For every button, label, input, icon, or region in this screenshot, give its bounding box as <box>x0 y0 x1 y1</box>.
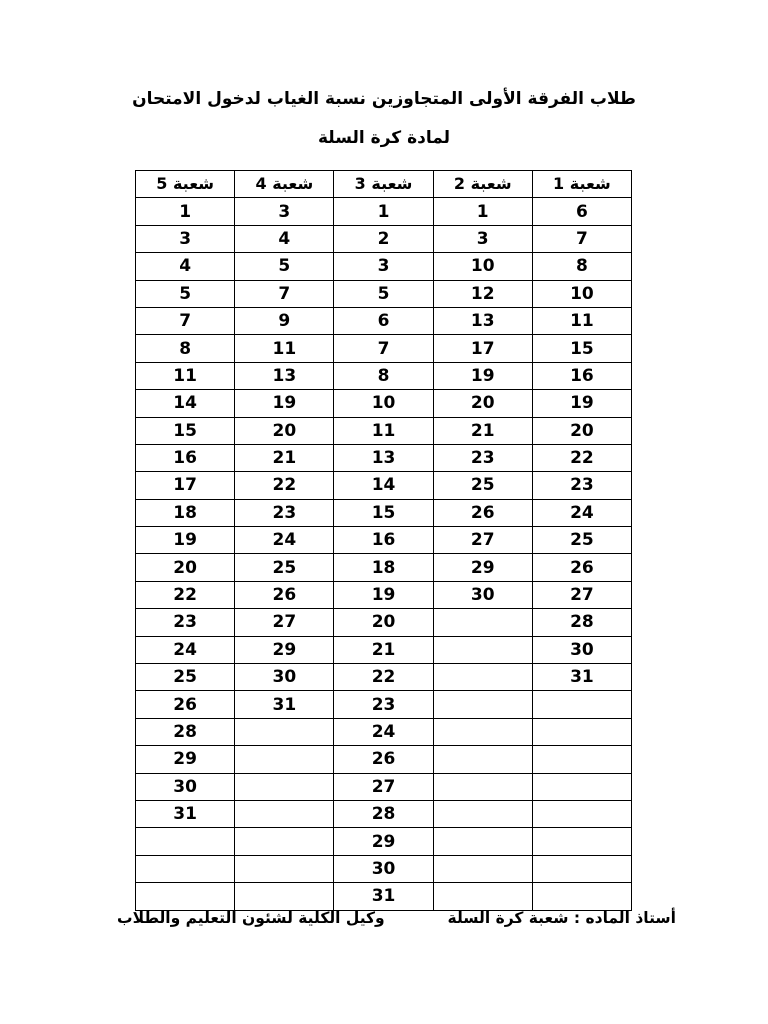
table-cell: 23 <box>136 609 235 636</box>
table-row <box>136 828 632 855</box>
table-cell <box>235 855 334 882</box>
table-row <box>136 499 632 526</box>
table-cell: 26 <box>334 746 433 773</box>
table-cell: 9 <box>235 307 334 334</box>
table-cell: 21 <box>433 417 532 444</box>
table-cell: 7 <box>334 335 433 362</box>
table-row <box>136 253 632 280</box>
table-cell <box>136 828 235 855</box>
table-cell: 16 <box>136 444 235 471</box>
table-cell: 1 <box>334 198 433 225</box>
table-cell: 19 <box>532 390 631 417</box>
table-cell: 25 <box>235 554 334 581</box>
table-cell <box>532 828 631 855</box>
table-cell <box>433 855 532 882</box>
table-cell: 10 <box>532 280 631 307</box>
table-cell <box>235 828 334 855</box>
table-cell: 17 <box>136 472 235 499</box>
table-cell: 7 <box>136 307 235 334</box>
table-cell: 13 <box>334 444 433 471</box>
table-row <box>136 883 632 910</box>
table-cell: 20 <box>532 417 631 444</box>
table-cell <box>433 828 532 855</box>
table-row <box>136 746 632 773</box>
table-cell: 14 <box>334 472 433 499</box>
table-cell: 17 <box>433 335 532 362</box>
table-row <box>136 664 632 691</box>
table-row <box>136 554 632 581</box>
table-cell: 4 <box>136 253 235 280</box>
table-cell: 24 <box>532 499 631 526</box>
table-cell: 19 <box>334 581 433 608</box>
table-cell: 23 <box>334 691 433 718</box>
table-cell: 6 <box>334 307 433 334</box>
table-cell: 16 <box>334 527 433 554</box>
table-row <box>136 307 632 334</box>
table-cell: 18 <box>136 499 235 526</box>
table-cell: 5 <box>235 253 334 280</box>
table-cell: 8 <box>334 362 433 389</box>
table-cell: 27 <box>334 773 433 800</box>
table-cell: 22 <box>136 581 235 608</box>
table-cell: 8 <box>136 335 235 362</box>
table-row <box>136 636 632 663</box>
table-cell <box>532 718 631 745</box>
table-cell: 31 <box>136 800 235 827</box>
table-cell: 3 <box>433 225 532 252</box>
table-row <box>136 198 632 225</box>
table-cell: 26 <box>136 691 235 718</box>
table-cell: 23 <box>433 444 532 471</box>
table-cell: 20 <box>235 417 334 444</box>
column-header: شعبة 2 <box>433 171 532 198</box>
table-cell: 11 <box>136 362 235 389</box>
table-cell: 30 <box>532 636 631 663</box>
column-header: شعبة 1 <box>532 171 631 198</box>
table-cell <box>235 718 334 745</box>
table-cell <box>235 800 334 827</box>
table-cell: 11 <box>532 307 631 334</box>
table-cell: 24 <box>235 527 334 554</box>
table-cell: 25 <box>532 527 631 554</box>
table-cell: 8 <box>532 253 631 280</box>
footer-vice-dean: وكيل الكلية لشئون التعليم والطلاب <box>117 909 385 927</box>
table-cell: 3 <box>334 253 433 280</box>
table-cell: 25 <box>136 664 235 691</box>
table-row <box>136 225 632 252</box>
table-row <box>136 527 632 554</box>
table-row <box>136 335 632 362</box>
table-cell <box>433 636 532 663</box>
document-subtitle: لمادة كرة السلة <box>317 128 450 148</box>
table-cell: 1 <box>433 198 532 225</box>
table-cell: 27 <box>235 609 334 636</box>
table-cell <box>235 773 334 800</box>
table-cell <box>433 773 532 800</box>
table-cell: 21 <box>235 444 334 471</box>
table-cell: 7 <box>532 225 631 252</box>
table-cell <box>235 746 334 773</box>
table-cell: 5 <box>136 280 235 307</box>
table-cell: 26 <box>235 581 334 608</box>
table-cell: 29 <box>433 554 532 581</box>
table-cell: 11 <box>235 335 334 362</box>
table-row <box>136 609 632 636</box>
table-cell: 20 <box>334 609 433 636</box>
table-cell: 11 <box>334 417 433 444</box>
table-cell: 13 <box>433 307 532 334</box>
table-cell: 21 <box>334 636 433 663</box>
table-cell: 29 <box>136 746 235 773</box>
table-row <box>136 280 632 307</box>
table-cell: 24 <box>334 718 433 745</box>
table-row <box>136 581 632 608</box>
table-cell: 3 <box>136 225 235 252</box>
table-cell <box>433 664 532 691</box>
table-cell <box>136 883 235 910</box>
table-cell: 14 <box>136 390 235 417</box>
table-cell: 28 <box>532 609 631 636</box>
table-cell <box>532 691 631 718</box>
table-row <box>136 362 632 389</box>
table-cell: 10 <box>334 390 433 417</box>
table-cell: 27 <box>433 527 532 554</box>
table-cell <box>532 773 631 800</box>
table-cell: 3 <box>235 198 334 225</box>
table-cell: 30 <box>334 855 433 882</box>
table-cell: 29 <box>334 828 433 855</box>
table-cell: 22 <box>532 444 631 471</box>
table-cell <box>532 746 631 773</box>
table-cell <box>433 746 532 773</box>
table-cell: 6 <box>532 198 631 225</box>
table-cell: 19 <box>433 362 532 389</box>
table-cell: 15 <box>334 499 433 526</box>
table-cell: 4 <box>235 225 334 252</box>
column-header: شعبة 3 <box>334 171 433 198</box>
table-cell: 18 <box>334 554 433 581</box>
column-header: شعبة 5 <box>136 171 235 198</box>
table-cell: 26 <box>532 554 631 581</box>
document-title: طلاب الفرقة الأولى المتجاوزين نسبة الغياب لدخول الامتحان <box>132 89 636 109</box>
table-cell: 5 <box>334 280 433 307</box>
table-cell: 12 <box>433 280 532 307</box>
table-cell: 27 <box>532 581 631 608</box>
table-cell: 19 <box>235 390 334 417</box>
table-cell: 30 <box>433 581 532 608</box>
table-cell: 19 <box>136 527 235 554</box>
table-cell: 10 <box>433 253 532 280</box>
table-cell <box>433 691 532 718</box>
table-cell <box>532 800 631 827</box>
table-cell: 28 <box>334 800 433 827</box>
table-cell: 30 <box>136 773 235 800</box>
table-cell <box>136 855 235 882</box>
table-row <box>136 773 632 800</box>
table-row <box>136 691 632 718</box>
table-cell: 13 <box>235 362 334 389</box>
table-cell: 2 <box>334 225 433 252</box>
table-cell: 31 <box>532 664 631 691</box>
table-row <box>136 472 632 499</box>
table-cell <box>235 883 334 910</box>
table-cell: 20 <box>433 390 532 417</box>
table-cell: 31 <box>334 883 433 910</box>
table-row <box>136 444 632 471</box>
table-cell: 28 <box>136 718 235 745</box>
table-cell: 15 <box>532 335 631 362</box>
table-cell: 30 <box>235 664 334 691</box>
table-cell: 16 <box>532 362 631 389</box>
table-row <box>136 390 632 417</box>
table-row <box>136 417 632 444</box>
table-cell: 23 <box>532 472 631 499</box>
table-cell: 22 <box>334 664 433 691</box>
table-cell: 1 <box>136 198 235 225</box>
table-cell: 26 <box>433 499 532 526</box>
table-cell: 24 <box>136 636 235 663</box>
table-cell: 20 <box>136 554 235 581</box>
table-cell: 7 <box>235 280 334 307</box>
table-cell <box>532 855 631 882</box>
table-cell: 29 <box>235 636 334 663</box>
table-header-row <box>136 171 632 198</box>
table-row <box>136 855 632 882</box>
table-row <box>136 718 632 745</box>
column-header: شعبة 4 <box>235 171 334 198</box>
table-cell: 31 <box>235 691 334 718</box>
footer-course-teacher: أستاذ الماده : شعبة كرة السلة <box>447 909 676 927</box>
table-cell: 22 <box>235 472 334 499</box>
table-cell <box>433 883 532 910</box>
table-cell: 23 <box>235 499 334 526</box>
table-cell: 25 <box>433 472 532 499</box>
table-cell <box>433 800 532 827</box>
table-cell <box>532 883 631 910</box>
absence-table <box>135 170 632 911</box>
table-row <box>136 800 632 827</box>
table-cell <box>433 718 532 745</box>
table-cell <box>433 609 532 636</box>
table-cell: 15 <box>136 417 235 444</box>
